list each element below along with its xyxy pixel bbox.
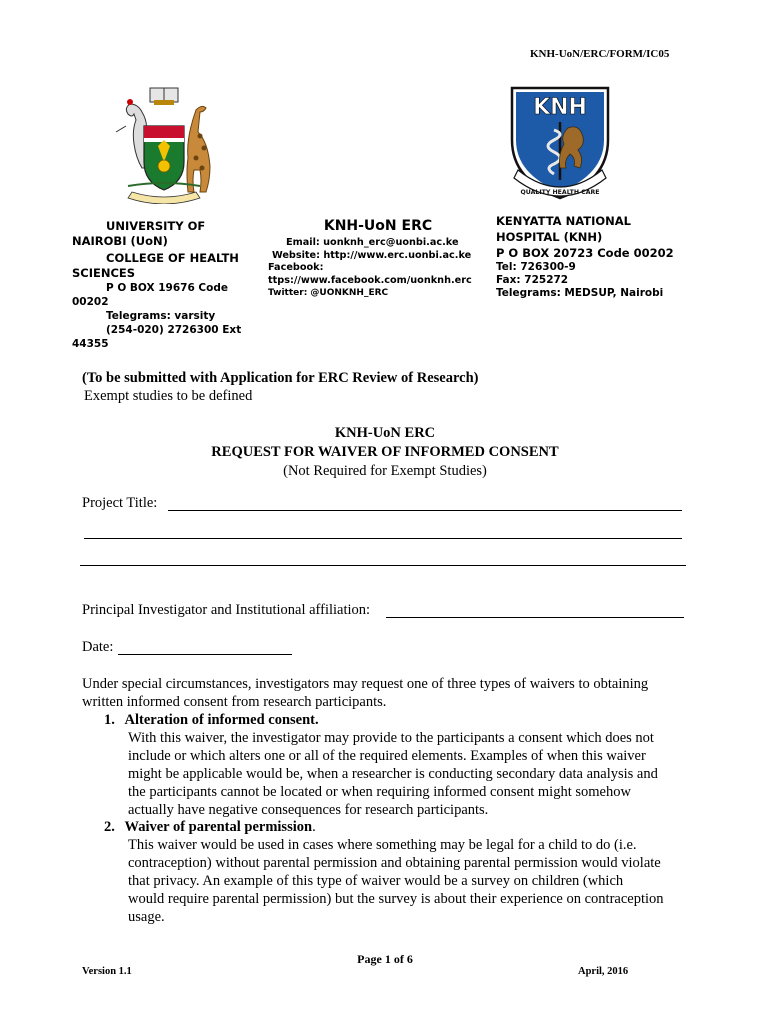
form-title-block [0,424,770,481]
waiver-item-2-heading: Waiver of parental permission [124,819,313,835]
waiver-item-1-line: actually have negative consequences for research participants. [128,802,489,818]
uon-box-line1: P O BOX 19676 Code [106,282,228,294]
waiver-item-2-line: contraception) without parental permission and obtaining parental permission would violate [128,855,661,871]
uon-name-line2: NAIROBI (UoN) [72,234,168,248]
title-sub: (Not Required for Exempt Studies) [283,463,487,479]
uon-phone-line1: (254-020) 2726300 Ext [106,324,242,336]
knh-address-block [496,213,696,300]
waiver-item-1-line: might be applicable would be, when a researcher is conducting secondary data analysis and [128,766,658,782]
erc-contact-block [268,215,488,300]
waiver-item-1 [104,711,688,819]
intro-paragraph [82,675,688,711]
pi-line[interactable] [386,617,684,618]
knh-logo [508,84,612,202]
erc-website: Website: http://www.erc.uonbi.ac.ke [272,249,472,261]
erc-email: Email: uonknh_erc@uonbi.ac.ke [286,237,459,248]
uon-phone-line2: 44355 [72,338,109,350]
waiver-item-1-line: include or which alters one or all of the required elements. Examples of when this waiver [128,748,646,764]
waiver-item-2-line: that privacy. An example of this type of waiver would be a survey on children (which [128,873,624,889]
uon-name-line1: UNIVERSITY OF [106,219,206,233]
project-title-line[interactable] [168,510,682,511]
footer-version: Version 1.1 [82,966,132,977]
uon-telegram: Telegrams: varsity [106,310,216,322]
submit-note: (To be submitted with Application for ERC Review of Research) [82,370,479,386]
knh-fax: Fax: 725272 [496,274,569,286]
waiver-item-2 [104,818,688,926]
knh-telegram: Telegrams: MEDSUP, Nairobi [496,287,664,299]
waiver-item-2-line: This waiver would be used in cases where something may be legal for a child to do (i.e. [128,837,637,853]
knh-logo-letters: KNH [533,95,587,120]
knh-box: P O BOX 20723 Code 00202 [496,246,674,260]
intro-line-2: written informed consent from research participants. [82,694,387,710]
uon-box-line2: 00202 [72,296,109,308]
erc-facebook-url: ttps://www.facebook.com/uonknh.erc [268,274,472,286]
waiver-item-1-punct: . [314,712,319,728]
title-main: REQUEST FOR WAIVER OF INFORMED CONSENT [211,444,559,460]
date-label: Date: [82,639,114,655]
waiver-item-2-line: usage. [128,909,165,925]
waiver-item-1-heading-row [104,711,688,729]
knh-name-line1: KENYATTA NATIONAL [496,214,631,228]
project-title-line-3[interactable] [80,565,686,566]
project-title-label: Project Title: [82,495,158,511]
waiver-item-1-line: With this waiver, the investigator may provide to the participants a consent which does not [128,730,654,746]
pi-label: Principal Investigator and Institutional affiliation: [82,602,371,618]
waiver-item-2-number: 2. [104,819,115,835]
waiver-item-2-line: would require parental permission) but the survey is about their experience on contraception [128,891,664,907]
waiver-item-2-heading-row [104,818,688,836]
knh-tel: Tel: 726300-9 [496,261,576,273]
waiver-item-2-punct: . [312,819,316,835]
intro-line-1: Under special circumstances, investigators may request one of three types of waivers to obtaining [82,676,649,692]
uon-address-block [72,219,252,351]
page-number: Page 1 of 6 [357,952,413,966]
waiver-item-1-line: the participants cannot be located or when requiring informed consent might somehow [128,784,631,800]
waiver-item-1-number: 1. [104,712,115,728]
title-org: KNH-UoN ERC [334,425,436,441]
knh-logo-ribbon-text: QUALITY HEALTH CARE [520,189,600,196]
uon-coat-of-arms-logo [108,86,220,204]
date-line[interactable] [118,654,292,655]
waiver-item-2-body [104,836,688,926]
project-title-line-2[interactable] [84,538,682,539]
erc-twitter: Twitter: @UONKNH_ERC [268,288,389,298]
exempt-note: Exempt studies to be defined [84,388,253,404]
uon-college-line1: COLLEGE OF HEALTH [106,251,239,265]
form-code: KNH-UoN/ERC/FORM/IC05 [530,48,670,60]
waiver-item-1-body [104,729,688,819]
knh-name-line2: HOSPITAL (KNH) [496,230,603,244]
erc-facebook-label: Facebook: [268,262,324,273]
erc-heading: KNH-UoN ERC [323,218,433,234]
waiver-item-1-heading: Alteration of informed consent [124,712,315,728]
uon-college-line2: SCIENCES [72,266,136,280]
footer-date: April, 2016 [578,966,629,977]
